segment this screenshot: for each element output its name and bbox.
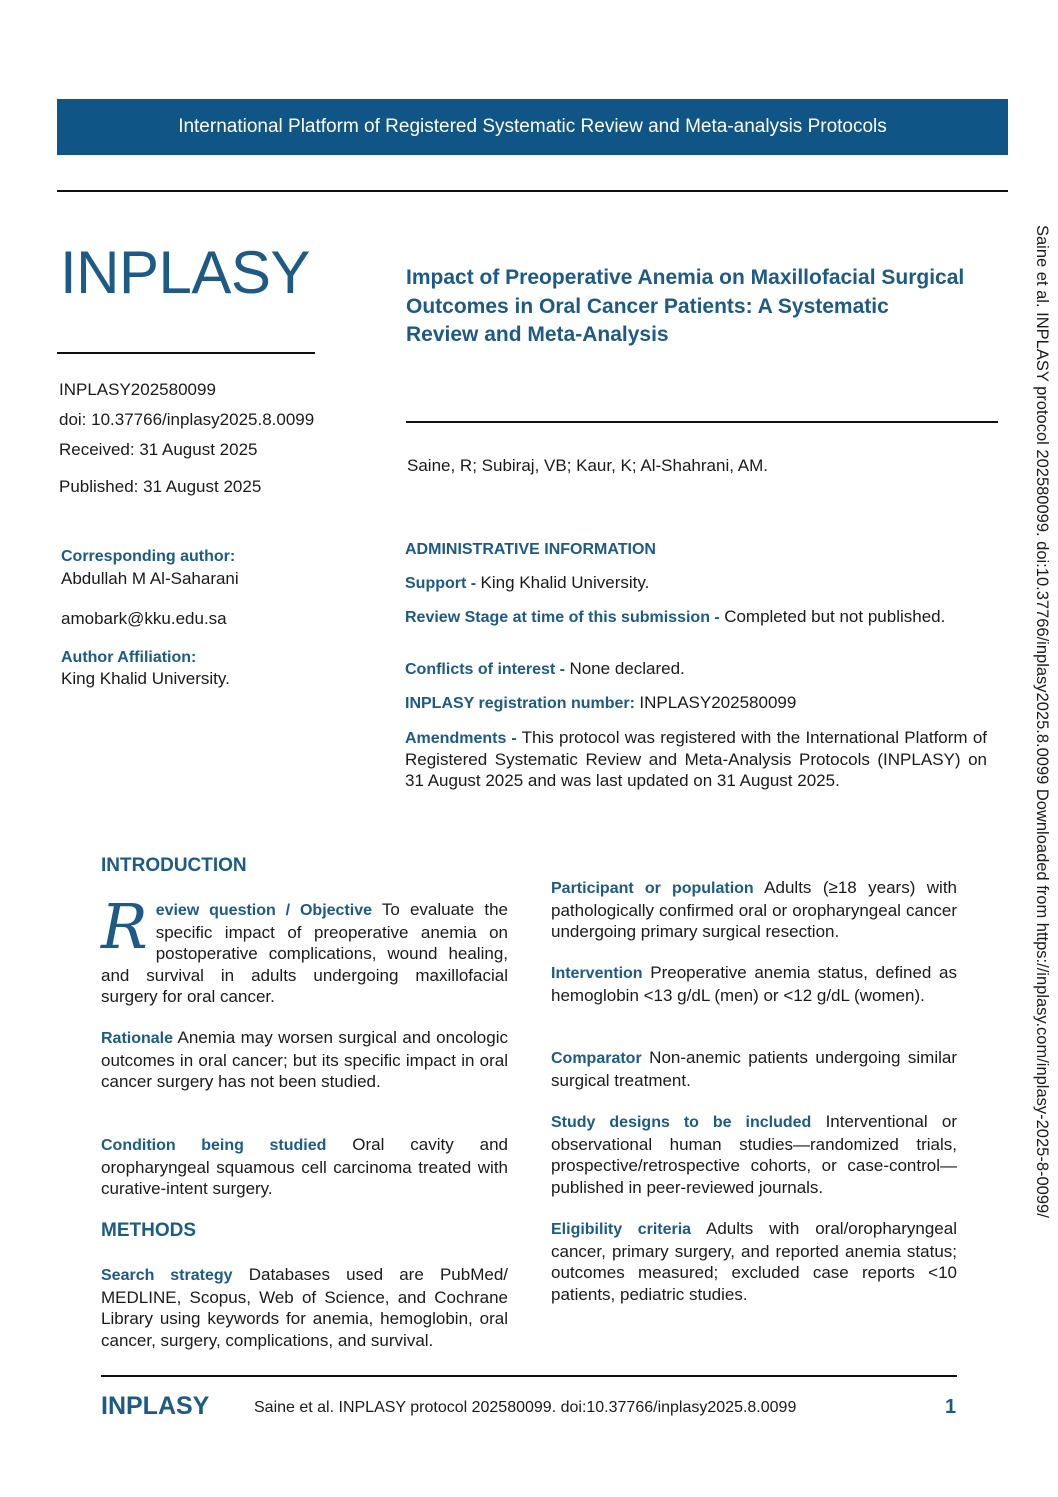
inplasy-logo: INPLASY (60, 239, 310, 306)
title-divider (406, 421, 998, 423)
received-date: Received: 31 August 2025 (59, 440, 258, 459)
participant-paragraph: Participant or population Adults (≥18 years) with pathologically confirmed oral or oropharyngeal cancer undergoing primary surgical resection. (551, 878, 957, 941)
logo-divider (57, 352, 315, 354)
page-number: 1 (945, 1396, 957, 1418)
author-email[interactable]: amobark@kku.edu.sa (61, 609, 227, 628)
admin-conflicts: Conflicts of interest - None declared. (405, 659, 685, 678)
corresponding-author-name: Abdullah M Al-Saharani (61, 569, 239, 588)
registration-id: INPLASY202580099 (59, 380, 216, 399)
footer-divider (101, 1375, 957, 1377)
paper-title: Impact of Preoperative Anemia on Maxillofacial Surgical Outcomes in Oral Cancer Patients: A Systematic Review and Meta-Analysis (406, 266, 965, 346)
study-designs-paragraph: Study designs to be included Interventional or observational human studies—randomized trials, prospective/retrospective cohorts, or case-control—published in peer-reviewed journals. (551, 1112, 958, 1197)
search-strategy-paragraph: Search strategy Databases used are PubMed/ MEDLINE, Scopus, Web of Science, and Cochrane Library using keywords for anemia, hemoglobin, oral cancer, surgery, complications, and survival. (101, 1265, 509, 1350)
admin-amendments: Amendments - This protocol was registered with the International Platform of Registered Systematic Review and Meta-Analysis Protocols (INPLASY) on 31 August 2025 and was last updated on 31 August 2025. (405, 728, 987, 790)
admin-heading-text: ADMINISTRATIVE INFORMATION (405, 541, 656, 558)
affiliation-text: King Khalid University. (61, 669, 230, 688)
methods-heading: METHODS (101, 1220, 196, 1241)
doi[interactable]: doi: 10.37766/inplasy2025.8.0099 (59, 410, 315, 429)
eligibility-paragraph: Eligibility criteria Adults with oral/oropharyngeal cancer, primary surgery, and reported anemia status; outcomes measured; excluded case reports <10 patients, pediatric studies. (551, 1219, 957, 1304)
footer-citation: Saine et al. INPLASY protocol 202580099. doi:10.37766/inplasy2025.8.0099 (254, 1399, 797, 1416)
vertical-citation-text[interactable]: Saine et al. INPLASY protocol 202580099. doi:10.37766/inplasy2025.8.0099 Downloaded from https://inplasy.com/inplasy-2025-8-0099/ (1033, 225, 1051, 1218)
review-question-paragraph: Review question / Objective To evaluate the specific impact of preoperative anemia on postoperative complications, wound healing, and survival in adults undergoing maxillofacial surgery for oral cancer. (101, 890, 509, 1006)
footer-logo: INPLASY (101, 1392, 210, 1420)
drop-cap: R (101, 890, 148, 963)
admin-registration-number: INPLASY registration number: INPLASY202580099 (405, 693, 797, 712)
admin-review-stage: Review Stage at time of this submission - Completed but not published. (405, 607, 946, 626)
vertical-citation (1027, 225, 1057, 1305)
intervention-paragraph: Intervention Preoperative anemia status, defined as hemoglobin <13 g/dL (men) or <12 g/dL (women). (551, 963, 957, 1005)
condition-paragraph: Condition being studied Oral cavity and oropharyngeal squamous cell carcinoma treated with curative-intent surgery. (101, 1135, 508, 1198)
introduction-heading: INTRODUCTION (101, 855, 247, 876)
sidebar (61, 548, 361, 689)
affiliation-label: Author Affiliation: (61, 649, 197, 666)
author-list: Saine, R; Subiraj, VB; Kaur, K; Al-Shahrani, AM. (407, 456, 768, 475)
admin-heading (405, 538, 987, 560)
admin-support: Support - King Khalid University. (405, 573, 650, 592)
rationale-paragraph: Rationale Anemia may worsen surgical and oncologic outcomes in oral cancer; but its specific impact in oral cancer surgery has not been studied. (101, 1028, 508, 1091)
corresponding-author-label: Corresponding author: (61, 548, 236, 565)
header-divider (57, 190, 1008, 192)
banner-text: International Platform of Registered Systematic Review and Meta-analysis Protocols (178, 116, 887, 137)
header-banner (57, 99, 1008, 155)
published-date: Published: 31 August 2025 (59, 477, 262, 496)
comparator-paragraph: Comparator Non-anemic patients undergoing similar surgical treatment. (551, 1048, 957, 1090)
